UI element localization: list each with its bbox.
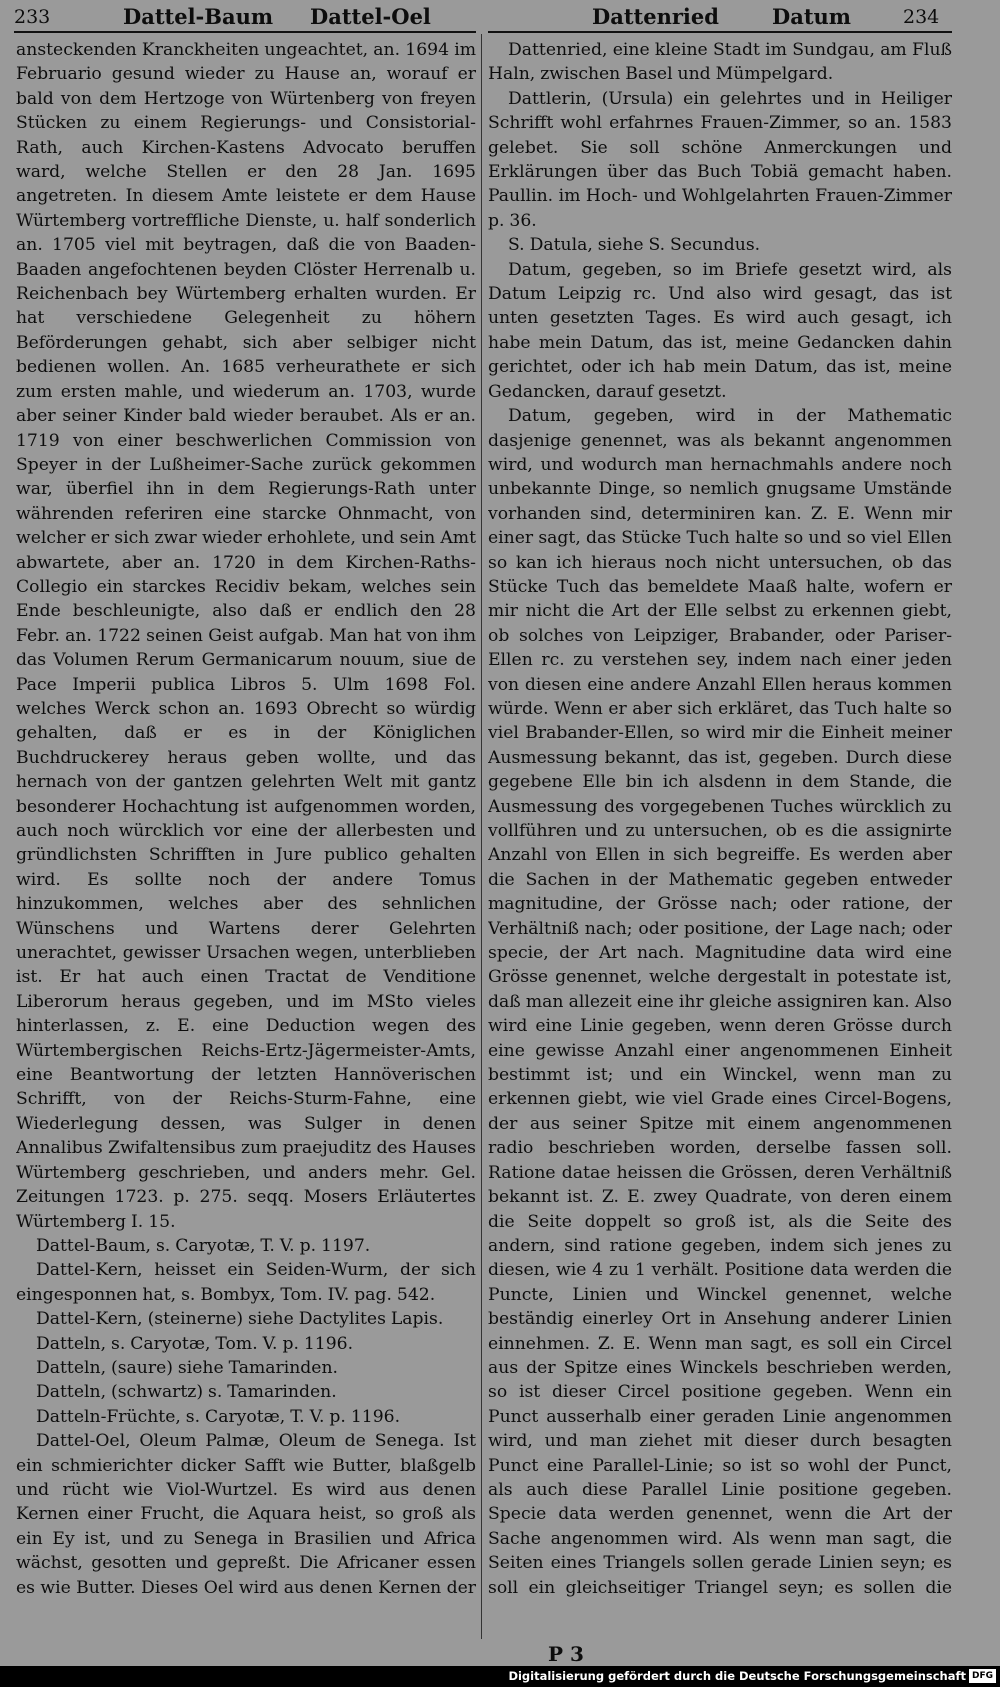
signature-mark: P 3 [548, 1642, 584, 1666]
entry-datteln-saure: Datteln, (saure) siehe Tamarinden. [36, 1357, 339, 1378]
entry-datteln: Datteln, s. Caryotæ, Tom. V. p. 1196. [36, 1333, 354, 1354]
column-divider [481, 34, 482, 1639]
entry-datum-mathematic: Datum, gegeben, wird in der Mathematic dasjenige genennet, was als bekannt angenommen wird, und wodurch man hernachmahls andere noch unbekannte Dinge, so nemlich gnugsame Umstände vorhanden sind, determiniren kan. Z. E. Wenn mir einer sagt, das Stücke Tuch halte so und so viel Ellen so kan ich hieraus noch nicht untersuchen, ob das Stücke Tuch das bemeldete Maaß halte, wofern er mir nicht die Art der Elle selbst zu erkennen giebt, ob solches von Leipziger, Brabander, oder Pariser-Ellen rc. zu verstehen sey, indem nach einer jeden von diesen eine andere Anzahl Ellen heraus kommen würde. Wenn er aber sich erkläret, das Tuch halte so viel Brabander-Ellen, so wird mir die Einheit meiner Ausmessung bekannt, das ist, gegeben. Durch diese gegebene Elle bin ich alsdenn in dem Stande, die Ausmessung des vorgegebenen Tuches würcklich zu vollführen und zu untersuchen, ob es die assignirte Anzahl von Ellen in sich begreiffe. Es werden aber die Sachen in der Mathematic gegeben entweder magnitudine, der Grösse nach; oder ratione, der Verhältniß nach; oder positione, der Lage nach; oder specie, der Art nach. Magnitudine data wird eine Grösse genennet, welche dergestalt in potestate ist, daß man allezeit eine ihr gleiche assigniren kan. Also wird eine Linie gegeben, wenn deren Grösse durch eine gewisse Anzahl einer angenommenen Einheit bestimmt ist; und ein Winckel, wenn man zu erkennen giebt, wie viel Grade eines Circel-Bogens, der aus seiner Spitze mit einem angenommenen radio beschrieben worden, derselbe fassen soll. Ratione datae heissen die Grössen, deren Verhältniß bekannt ist. Z. E. zwey Quadrate, von deren einem die Seite doppelt so groß ist, als die Seite des andern, sind ratione gegeben, indem sich jenes zu diesen, wie 4 zu 1 verhält. Positione data werden die Puncte, Linien und Winckel genennet, welche beständig einerley Ort in Ansehung anderer Linien einnehmen. Z. E. Wenn man sagt, es soll ein Circel aus der Spitze eines Winckels beschrieben werden, so ist dieser Circel positione gegeben. Wenn ein Punct ausserhalb einer geraden Linie angenommen wird, und man ziehet mit dieser durch besagten Punct eine Parallel-Linie; so ist so wohl der Punct, als auch diese Parallel Linie positione gegeben. Specie data werden genennet, wenn die Art der Sache angenommen wird. Als wenn man sagt, die Seiten eines Triangels sollen gerade Linien seyn; es soll ein gleichseitiger Triangel seyn; es sollen die [488, 406, 952, 1598]
entry-datum-brief: Datum, gegeben, so im Briefe gesetzt wird, als Datum Leipzig rc. Und also wird gesagt, das ist unten gesetzten Tages. Es wird auch gesagt, ich habe mein Datum, das ist, meine Gedancken dahin gerichtet, oder ich hab mein Datum, das ist, meine Gedancken, darauf gesetzt. [488, 259, 952, 402]
left-page-number: 233 [14, 6, 51, 28]
entry-datteln-fruechte: Datteln-Früchte, s. Caryotæ, T. V. p. 1196. [36, 1406, 401, 1427]
entry-dattel-kern-steinerne: Dattel-Kern, (steinerne) siehe Dactylites Lapis. [36, 1309, 444, 1330]
right-keyword-1: Dattenried [592, 4, 719, 29]
header-rule-left [14, 31, 476, 33]
entry-datula: S. Datula, siehe S. Secundus. [508, 235, 761, 256]
page-header [0, 0, 1000, 36]
entry-dattel-baum: Dattel-Baum, s. Caryotæ, T. V. p. 1197. [36, 1235, 371, 1256]
entry-dattenried: Dattenried, eine kleine Stadt im Sundgau, am Fluß Haln, zwischen Basel und Mümpelgard. [488, 40, 952, 85]
entry-datteln-schwartz: Datteln, (schwartz) s. Tamarinden. [36, 1382, 337, 1403]
header-rule-right [488, 31, 952, 33]
left-keyword-2: Dattel-Oel [310, 4, 431, 29]
left-keyword-1: Dattel-Baum [123, 4, 274, 29]
entry-dattlerin: Dattlerin, (Ursula) ein gelehrtes und in Heiliger Schrifft wohl erfahrnes Frauen-Zimmer, so an. 1583 gelebet. Sie soll schöne Anmerckungen und Erklärungen über das Buch Tobiä gemacht haben. Paullin. im Hoch- und Wohlgelahrten Frauen-Zimmer p. 36. [488, 88, 952, 231]
right-keyword-2: Datum [772, 4, 852, 29]
right-page-number: 234 [903, 6, 940, 28]
entry-dattel-kern: Dattel-Kern, heisset ein Seiden-Wurm, der sich eingesponnen hat, s. Bombyx, Tom. IV. pag. 542. [16, 1260, 476, 1305]
footer-bar [0, 1666, 1000, 1687]
dfg-logo-icon[interactable]: DFG [969, 1669, 996, 1683]
entry-continuation: ansteckenden Kranckheiten ungeachtet, an. 1694 im Februario gesund wieder zu Hause an, worauf er bald von dem Hertzoge von Würtenberg von freyen Stücken zu einem Regierungs- und Consistorial-Rath, auch Kirchen-Kastens Advocato beruffen ward, welche Stellen er den 28 Jan. 1695 angetreten. In diesem Amte leistete er dem Hause Würtemberg vortreffliche Dienste, u. half sonderlich an. 1705 viel mit beytragen, daß die von Baaden-Baaden angefochtenen beyden Clöster Herrenalb u. Reichenbach bey Würtemberg erhalten wurden. Er hat verschiedene Gelegenheit zu höhern Beförderungen gehabt, sich aber selbiger nicht bedienen wollen. An. 1685 verheurathete er sich zum ersten mahle, und wiederum an. 1703, wurde aber seiner Kinder bald wieder beraubet. Als er an. 1719 von einer beschwerlichen Commission von Speyer in der Lußheimer-Sache zurück gekommen war, überfiel ihn in dem Regierungs-Rath unter währenden referiren eine starcke Ohnmacht, von welcher er sich zwar wieder erhohlete, und sein Amt abwartete, aber an. 1720 in dem Kirchen-Raths-Collegio ein starckes Recidiv bekam, welches sein Ende beschleunigte, also daß er endlich den 28 Febr. an. 1722 seinen Geist aufgab. Man hat von ihm das Volumen Rerum Germanicarum nouum, siue de Pace Imperii publica Libros 5. Ulm 1698 Fol. welches Werck schon an. 1693 Obrecht so würdig gehalten, daß er es in der Königlichen Buchdruckerey heraus geben wollte, und das hernach von der gantzen gelehrten Welt mit gantz besonderer Hochachtung ist aufgenommen worden, auch noch würcklich vor eine der allerbesten und gründlichsten Schrifften in Jure publico gehalten wird. Es sollte noch der andere Tomus hinzukommen, welches aber des sehnlichen Wünschens und Wartens derer Gelehrten unerachtet, gewisser Ursachen wegen, unterblieben ist. Er hat auch einen Tractat de Venditione Liberorum heraus gegeben, und im MSto vieles hinterlassen, z. E. eine Deduction wegen des Würtembergischen Reichs-Ertz-Jägermeister-Amts, eine Beantwortung der letzten Hannöverischen Schrifft, von der Reichs-Sturm-Fahne, eine Wiederlegung dessen, was Sulger in denen Annalibus Zwifaltensibus zum praejuditz des Hauses Würtemberg geschrieben, und anders mehr. Gel. Zeitungen 1723. p. 275. seqq. Mosers Erläutertes Würtemberg I. 15. [16, 40, 476, 1232]
entry-dattel-oel: Dattel-Oel, Oleum Palmæ, Oleum de Senega. Ist ein schmierichter dicker Safft wie Butter, blaßgelb und rücht wie Viol-Wurtzel. Es wird aus denen Kernen einer Frucht, die Aquara heist, so groß als ein Ey ist, und zu Senega in Brasilien und Africa wächst, gesotten und gepreßt. Die Africaner essen es wie Butter. Dieses Oel wird aus denen Kernen der [16, 1431, 476, 1598]
footer-credit: Digitalisierung gefördert durch die Deutsche Forschungsgemeinschaft [508, 1669, 966, 1683]
left-column [16, 38, 476, 1598]
right-column [488, 38, 952, 1598]
